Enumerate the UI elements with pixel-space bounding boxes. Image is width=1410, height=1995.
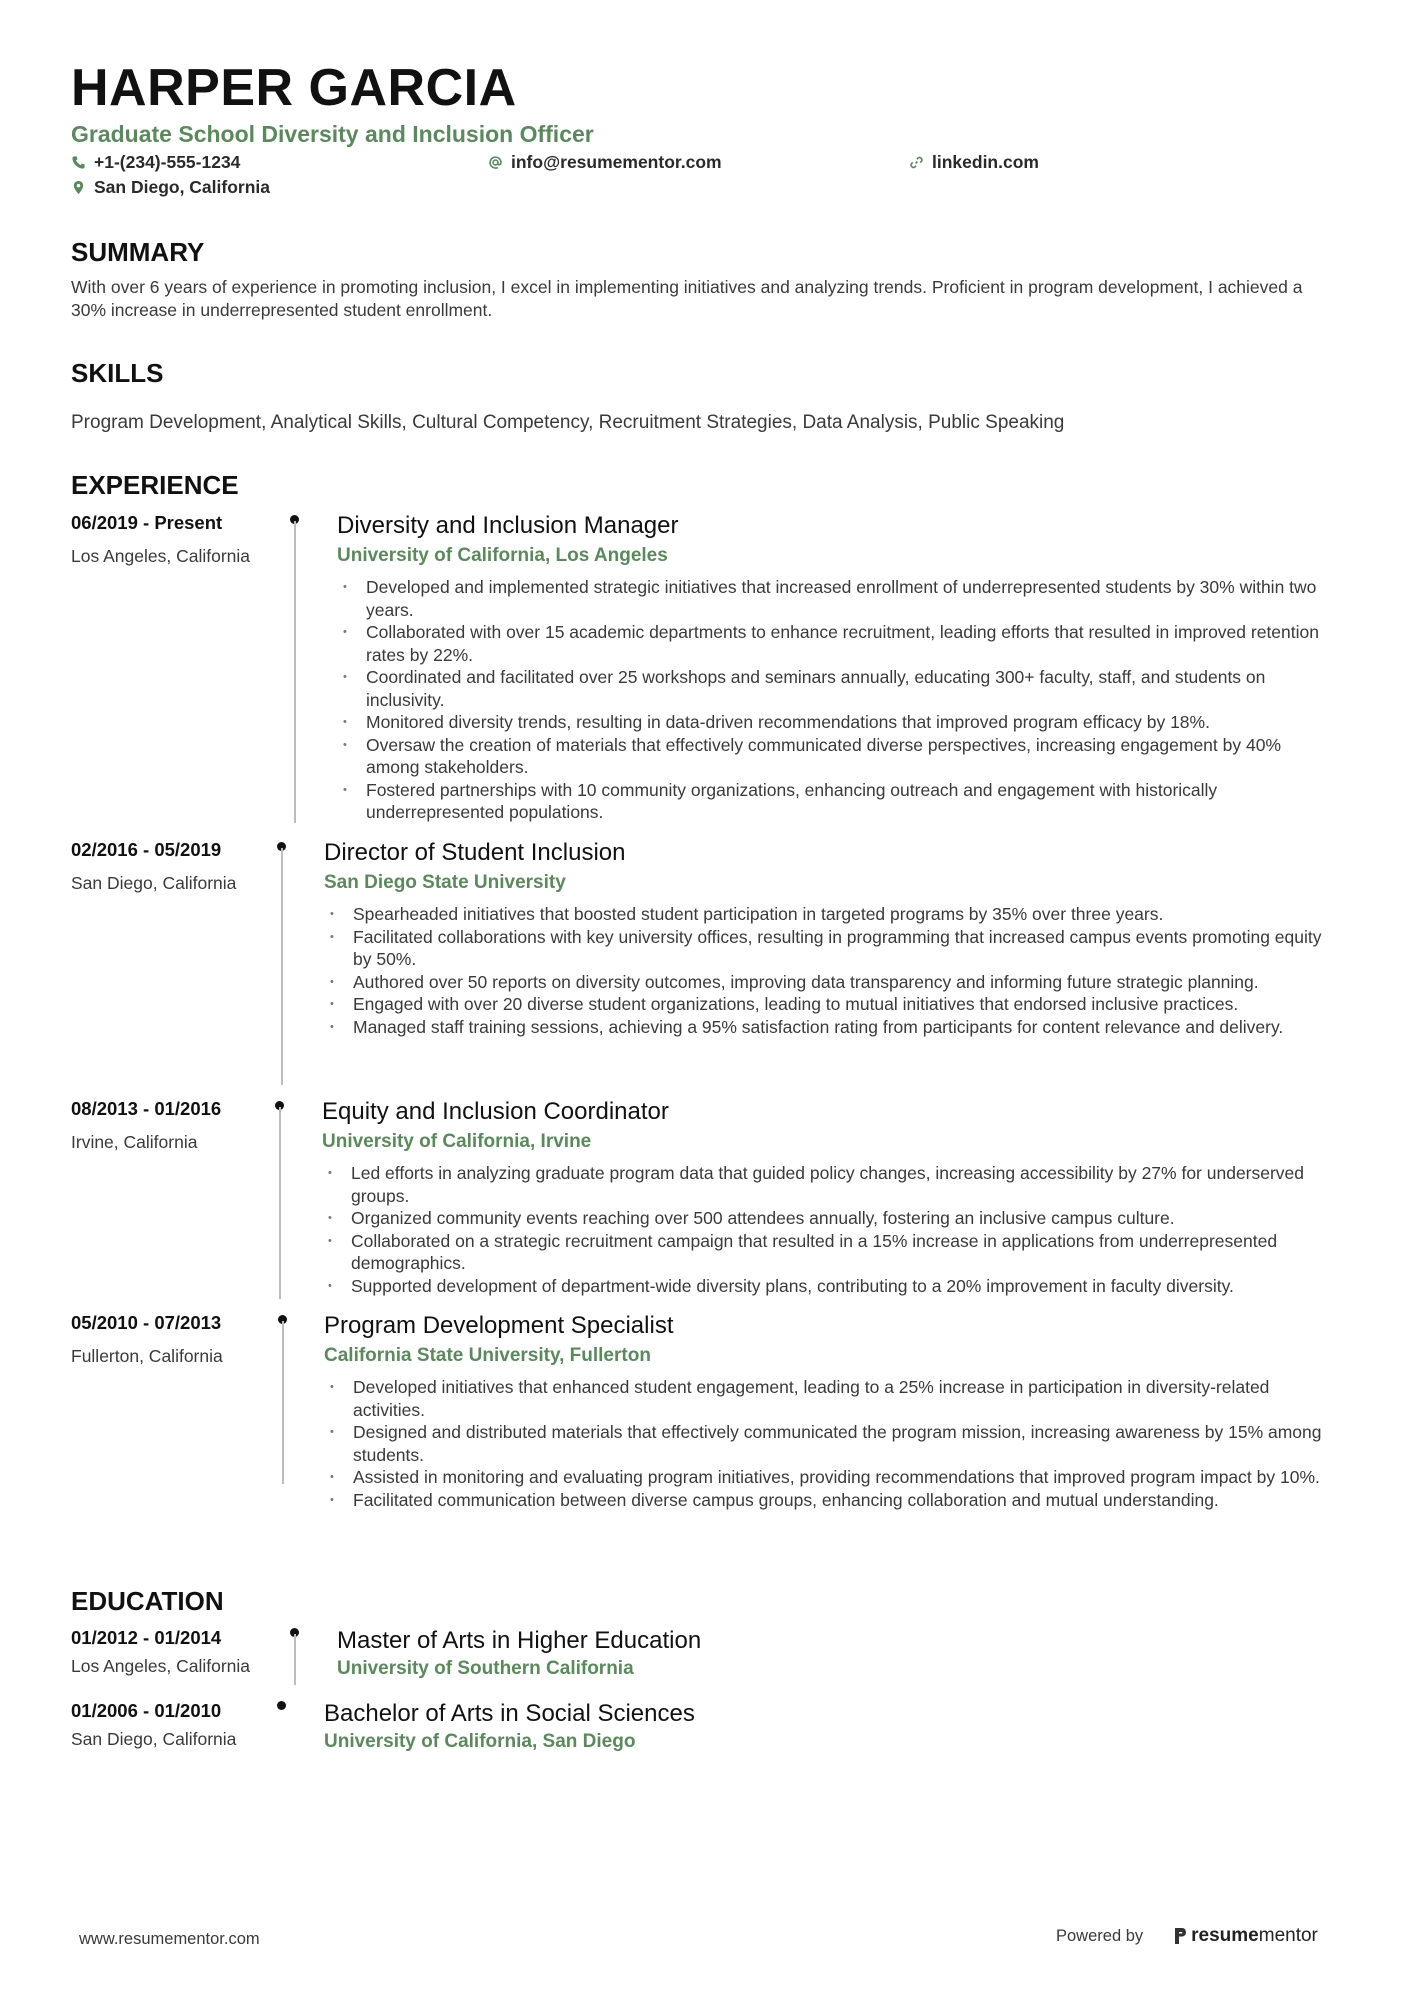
education-details [324,1699,1339,1754]
achievement-item: • Supported development of department-wide diversity plans, contributing to a 20% improvement in faculty diversity. [322,1275,1339,1298]
experience-meta [71,1311,291,1367]
achievement-item: • Fostered partnerships with 10 community organizations, enhancing outreach and engagement with historically underrepresented populations. [337,779,1339,824]
achievement-item: • Developed initiatives that enhanced student engagement, leading to a 25% increase in participation in diversity-related activities. [324,1376,1339,1421]
linkedin-text: linkedin.com [932,152,1039,172]
achievement-item: • Led efforts in analyzing graduate program data that guided policy changes, increasing accessibility by 27% for underserved groups. [322,1162,1339,1207]
job-title: Diversity and Inclusion Manager [337,512,679,539]
phone-icon [71,155,86,170]
candidate-name: HARPER GARCIA [71,59,517,117]
contact-linkedin [909,152,1039,173]
footer-branding [1056,1925,1318,1947]
achievement-item: • Facilitated collaborations with key university offices, resulting in programming that increased campus events promoting equity by 50%. [324,926,1339,971]
skills-text: Program Development, Analytical Skills, Cultural Competency, Recruitment Strategies, Data Analysis, Public Speaking [71,412,1065,433]
education-details [337,1626,1339,1681]
achievement-list [324,1376,1339,1511]
achievement-item: • Organized community events reaching over 500 attendees annually, fostering an inclusive campus culture. [322,1207,1339,1230]
candidate-role: Graduate School Diversity and Inclusion Officer [71,121,594,147]
experience-entry [71,838,1339,1088]
employer: California State University, Fullerton [324,1345,651,1366]
experience-meta [71,1097,291,1153]
link-icon [909,155,924,170]
education-location: Los Angeles, California [71,1656,250,1676]
degree: Master of Arts in Higher Education [337,1627,702,1654]
summary-heading: SUMMARY [71,237,205,267]
powered-by-label: Powered by [1056,1926,1144,1945]
timeline-dot [277,1701,286,1710]
timeline-line [282,1321,284,1484]
experience-entry [71,1311,1339,1551]
resumementor-logo-icon [1173,1926,1187,1946]
education-heading: EDUCATION [71,1586,224,1616]
achievement-list [324,903,1339,1038]
school: University of California, San Diego [324,1731,636,1752]
location-text: San Diego, California [94,177,270,197]
achievement-item: • Spearheaded initiatives that boosted student participation in targeted programs by 35% over three years. [324,903,1339,926]
brand-text-resume: resume [1191,1925,1259,1946]
job-title: Program Development Specialist [324,1312,674,1339]
experience-details [337,511,1339,824]
at-icon [488,155,503,170]
education-location: San Diego, California [71,1729,237,1749]
experience-dates: 08/2013 - 01/2016 [71,1098,222,1119]
education-dates: 01/2012 - 01/2014 [71,1627,222,1648]
experience-location: Fullerton, California [71,1346,223,1366]
achievement-list [337,576,1339,824]
achievement-list [322,1162,1339,1297]
brand-logo[interactable] [1173,1925,1318,1947]
experience-section [71,469,1339,1554]
achievement-item: • Oversaw the creation of materials that effectively communicated diverse perspectives, increasing engagement by 40% among stakeholders. [337,734,1339,779]
timeline-line [294,1634,296,1685]
summary-text: With over 6 years of experience in promoting inclusion, I excel in implementing initiatives and analyzing trends. Proficient in program development, I achieved a 30% increase in underrepresented student enrollment. [71,277,1303,320]
experience-meta [71,838,291,894]
timeline-line [279,1107,281,1299]
experience-meta [71,511,291,567]
education-meta [71,1699,291,1750]
achievement-item: • Coordinated and facilitated over 25 workshops and seminars annually, educating 300+ faculty, staff, and students on inclusivity. [337,666,1339,711]
experience-heading: EXPERIENCE [71,470,239,500]
education-meta [71,1626,291,1677]
skills-section [71,357,1339,435]
achievement-item: • Managed staff training sessions, achieving a 95% satisfaction rating from participants for content relevance and delivery. [324,1016,1339,1039]
footer-website[interactable]: www.resumementor.com [79,1930,260,1948]
map-pin-icon [71,180,86,195]
achievement-item: • Developed and implemented strategic initiatives that increased enrollment of underrepresented students by 30% within two years. [337,576,1339,621]
experience-dates: 06/2019 - Present [71,512,223,533]
experience-details [324,1311,1339,1511]
achievement-item: • Collaborated with over 15 academic departments to enhance recruitment, leading efforts that resulted in improved retention rates by 22%. [337,621,1339,666]
employer: University of California, Irvine [322,1131,592,1152]
degree: Bachelor of Arts in Social Sciences [324,1700,695,1727]
employer: University of California, Los Angeles [337,545,668,566]
contact-email [488,152,722,173]
achievement-item: • Monitored diversity trends, resulting in data-driven recommendations that improved program efficacy by 18%. [337,711,1339,734]
resume-page [71,58,1339,1775]
timeline-line [281,848,283,1085]
skills-heading: SKILLS [71,358,164,388]
summary-section [71,236,1339,321]
brand-text-mentor: mentor [1258,1925,1318,1946]
education-section [71,1585,1339,1775]
achievement-item: • Engaged with over 20 diverse student organizations, leading to mutual initiatives that endorsed inclusive practices. [324,993,1339,1016]
contact-phone [71,152,240,173]
achievement-item: • Collaborated on a strategic recruitment campaign that resulted in a 15% increase in applications from underrepresented demographics. [322,1230,1339,1275]
experience-location: Los Angeles, California [71,546,250,566]
education-entry [71,1699,1339,1765]
education-entry [71,1626,1339,1692]
experience-entry [71,1097,1339,1302]
experience-location: San Diego, California [71,873,237,893]
contact-location [71,177,270,198]
job-title: Director of Student Inclusion [324,839,626,866]
contact-info [71,152,1339,208]
phone-text: +1-(234)-555-1234 [94,152,241,172]
job-title: Equity and Inclusion Coordinator [322,1098,669,1125]
achievement-item: • Assisted in monitoring and evaluating program initiatives, providing recommendations that improved program impact by 10%. [324,1466,1339,1489]
experience-dates: 05/2010 - 07/2013 [71,1312,222,1333]
experience-entry [71,511,1339,831]
school: University of Southern California [337,1658,634,1679]
experience-details [324,838,1339,1038]
timeline-line [294,521,296,823]
education-dates: 01/2006 - 01/2010 [71,1700,222,1721]
achievement-item: • Facilitated communication between diverse campus groups, enhancing collaboration and mutual understanding. [324,1489,1339,1512]
experience-location: Irvine, California [71,1132,198,1152]
achievement-item: • Authored over 50 reports on diversity outcomes, improving data transparency and informing future strategic planning. [324,971,1339,994]
employer: San Diego State University [324,872,566,893]
experience-details [322,1097,1339,1297]
email-text: info@resumementor.com [511,152,722,172]
experience-dates: 02/2016 - 05/2019 [71,839,222,860]
achievement-item: • Designed and distributed materials that effectively communicated the program mission, increasing awareness by 15% among students. [324,1421,1339,1466]
